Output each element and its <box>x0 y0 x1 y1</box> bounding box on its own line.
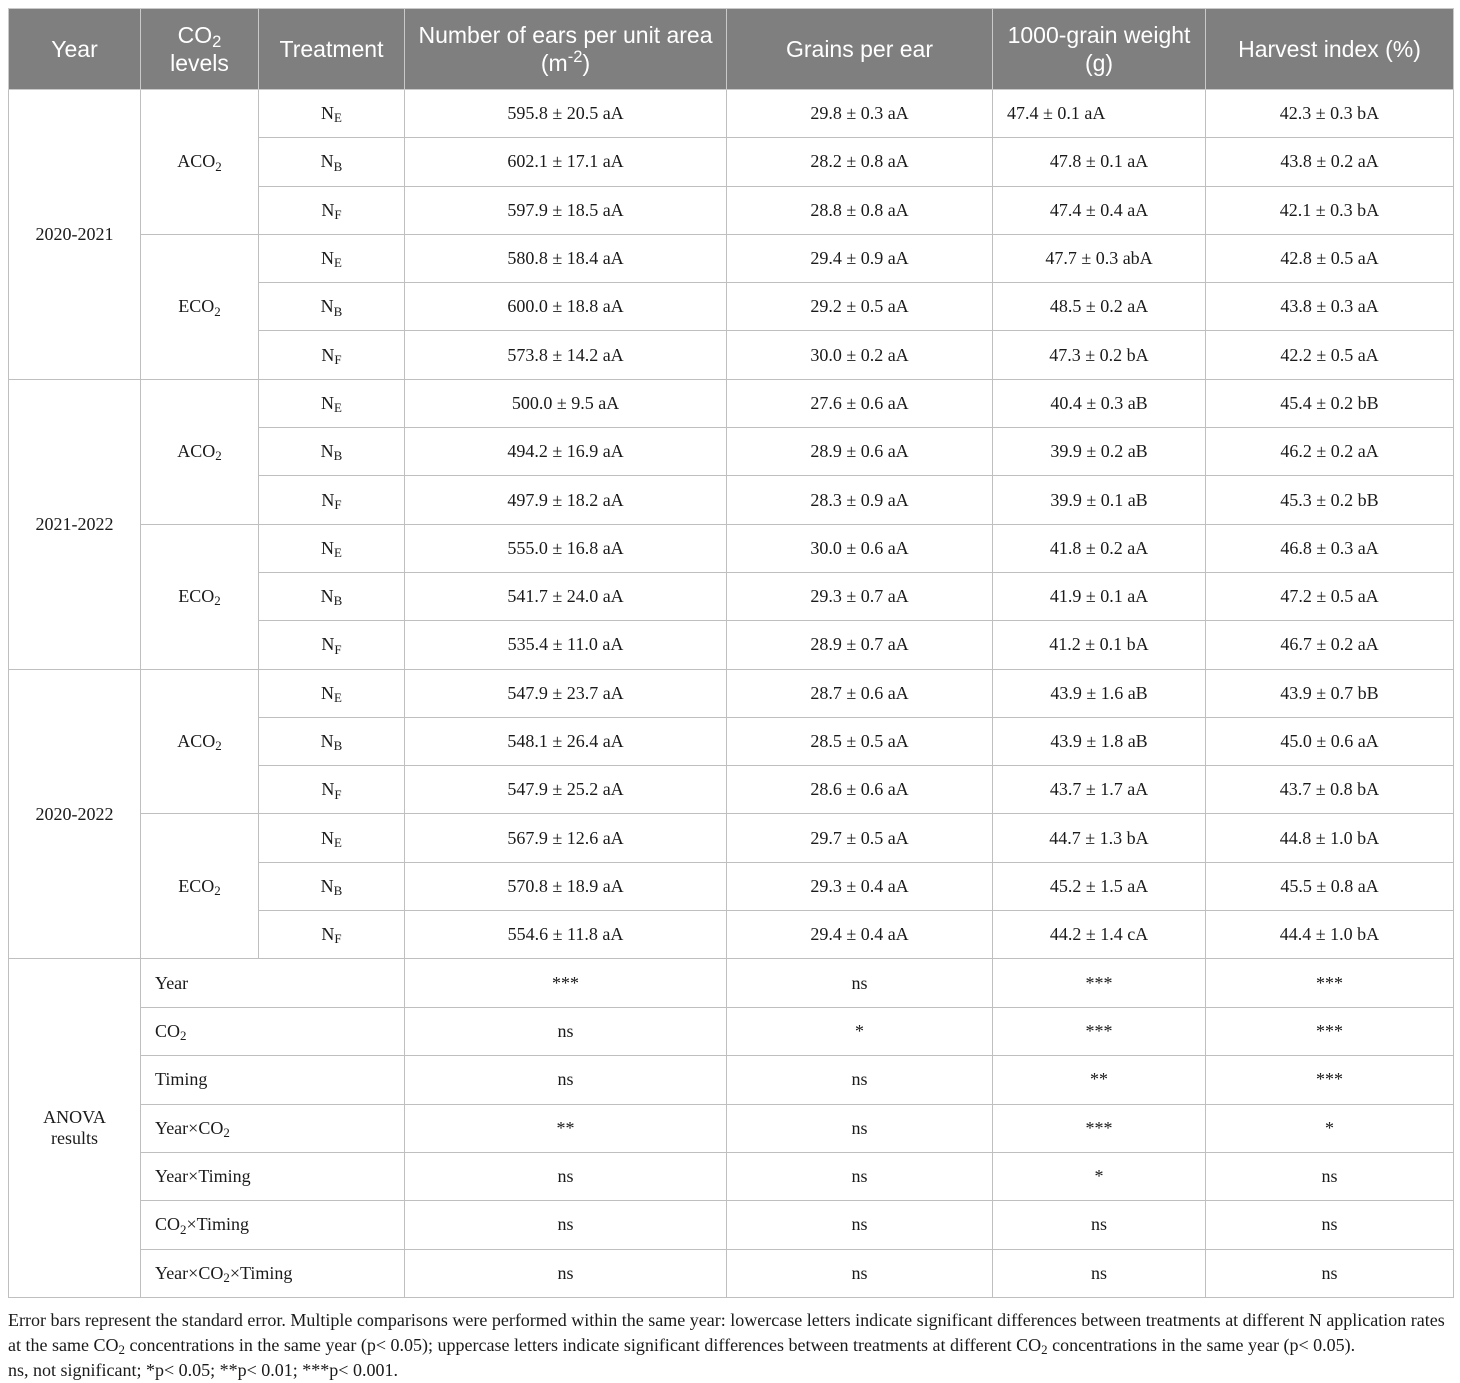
anova-row <box>9 1056 1454 1104</box>
anova-ears-cell: *** <box>405 959 727 1007</box>
anova-grains-cell: ns <box>727 1249 993 1297</box>
anova-kgw-cell: *** <box>993 1007 1206 1055</box>
table-row <box>9 234 1454 282</box>
treatment-subscript: B <box>333 593 343 609</box>
anova-factor-subscript: 2 <box>180 1028 187 1044</box>
treatment-subscript: E <box>334 834 342 850</box>
year-label: 2020-2022 <box>35 803 114 824</box>
co2-level-label: ACO <box>177 151 216 172</box>
co2-level-subscript: 2 <box>214 593 221 609</box>
anova-grains-cell: * <box>727 1007 993 1055</box>
grains-cell: 29.4 ± 0.4 aA <box>727 911 993 959</box>
anova-factor-cell <box>141 1201 405 1249</box>
anova-factor-cell <box>141 1104 405 1152</box>
ears-cell: 573.8 ± 14.2 aA <box>405 331 727 379</box>
grains-cell: 28.5 ± 0.5 aA <box>727 717 993 765</box>
treatment-cell <box>259 379 405 427</box>
table-row <box>9 814 1454 862</box>
co2-level-cell <box>141 524 259 669</box>
harvest-index-cell: 46.7 ± 0.2 aA <box>1206 621 1454 669</box>
grains-cell: 28.7 ± 0.6 aA <box>727 669 993 717</box>
ears-cell: 497.9 ± 18.2 aA <box>405 476 727 524</box>
treatment-subscript: F <box>334 931 342 947</box>
kgw-cell: 47.4 ± 0.4 aA <box>993 186 1206 234</box>
treatment-subscript: E <box>334 545 342 561</box>
kgw-cell: 40.4 ± 0.3 aB <box>993 379 1206 427</box>
anova-row <box>9 1152 1454 1200</box>
harvest-index-cell: 43.7 ± 0.8 bA <box>1206 766 1454 814</box>
ears-cell: 602.1 ± 17.1 aA <box>405 138 727 186</box>
treatment-label: N <box>320 296 334 317</box>
treatment-subscript: B <box>333 448 343 464</box>
treatment-cell <box>259 669 405 717</box>
treatment-label: N <box>320 731 334 751</box>
anova-factor-label: CO <box>155 1214 181 1235</box>
treatment-label: N <box>321 634 335 655</box>
anova-grains-cell: ns <box>727 959 993 1007</box>
anova-row <box>9 1007 1454 1055</box>
harvest-index-cell: 46.8 ± 0.3 aA <box>1206 524 1454 572</box>
ears-cell: 595.8 ± 20.5 aA <box>405 90 727 138</box>
table-container <box>8 8 1453 1383</box>
co2-level-label: ECO <box>178 296 215 317</box>
co2-level-cell <box>141 379 259 524</box>
treatment-cell <box>259 90 405 138</box>
table-row <box>9 524 1454 572</box>
co2-level-label: ECO <box>178 586 215 607</box>
treatment-subscript: E <box>334 110 342 126</box>
harvest-index-cell: 43.9 ± 0.7 bB <box>1206 669 1454 717</box>
kgw-cell: 47.7 ± 0.3 abA <box>993 234 1206 282</box>
anova-grains-cell: ns <box>727 1152 993 1200</box>
grains-cell: 28.8 ± 0.8 aA <box>727 186 993 234</box>
grains-cell: 29.2 ± 0.5 aA <box>727 283 993 331</box>
treatment-label: N <box>321 489 335 510</box>
treatment-cell <box>259 234 405 282</box>
treatment-cell <box>259 476 405 524</box>
ears-cell: 500.0 ± 9.5 aA <box>405 379 727 427</box>
kgw-cell: 43.9 ± 1.8 aB <box>993 717 1206 765</box>
anova-harvest-index-cell: ns <box>1206 1152 1454 1200</box>
treatment-label: N <box>320 875 334 896</box>
anova-harvest-index-cell: *** <box>1206 959 1454 1007</box>
treatment-subscript: F <box>334 496 342 512</box>
grains-cell: 29.4 ± 0.9 aA <box>727 234 993 282</box>
harvest-index-cell: 44.8 ± 1.0 bA <box>1206 814 1454 862</box>
anova-ears-cell: ns <box>405 1152 727 1200</box>
treatment-subscript: F <box>334 351 342 367</box>
co2-level-subscript: 2 <box>214 883 221 899</box>
kgw-cell: 43.7 ± 1.7 aA <box>993 766 1206 814</box>
harvest-index-cell: 43.8 ± 0.3 aA <box>1206 283 1454 331</box>
grains-cell: 29.3 ± 0.7 aA <box>727 572 993 620</box>
anova-factor-subscript: 2 <box>180 1221 187 1237</box>
anova-kgw-cell: *** <box>993 959 1206 1007</box>
ears-cell: 547.9 ± 25.2 aA <box>405 766 727 814</box>
co2-level-cell <box>141 90 259 235</box>
kgw-cell: 39.9 ± 0.1 aB <box>993 476 1206 524</box>
treatment-label: N <box>321 924 335 945</box>
kgw-cell: 47.3 ± 0.2 bA <box>993 331 1206 379</box>
ears-cell: 554.6 ± 11.8 aA <box>405 911 727 959</box>
harvest-index-cell: 45.5 ± 0.8 aA <box>1206 862 1454 910</box>
treatment-cell <box>259 814 405 862</box>
year-label: 2020-2021 <box>35 224 114 245</box>
anova-kgw-cell: ns <box>993 1201 1206 1249</box>
co2-level-cell <box>141 669 259 814</box>
treatment-cell <box>259 572 405 620</box>
treatment-label: N <box>320 586 334 607</box>
header-harvest-index: Harvest index (%) <box>1206 9 1454 90</box>
grains-cell: 29.7 ± 0.5 aA <box>727 814 993 862</box>
kgw-cell: 41.9 ± 0.1 aA <box>993 572 1206 620</box>
anova-harvest-index-cell: ns <box>1206 1249 1454 1297</box>
kgw-cell: 43.9 ± 1.6 aB <box>993 669 1206 717</box>
treatment-cell <box>259 138 405 186</box>
treatment-subscript: E <box>334 255 342 271</box>
ears-cell: 567.9 ± 12.6 aA <box>405 814 727 862</box>
grains-cell: 30.0 ± 0.6 aA <box>727 524 993 572</box>
harvest-index-cell: 45.0 ± 0.6 aA <box>1206 717 1454 765</box>
treatment-subscript: B <box>333 738 343 754</box>
treatment-label: N <box>321 103 335 124</box>
harvest-index-cell: 42.1 ± 0.3 bA <box>1206 186 1454 234</box>
treatment-cell <box>259 283 405 331</box>
kgw-cell: 41.8 ± 0.2 aA <box>993 524 1206 572</box>
anova-factor-suffix: ×Timing <box>229 1262 293 1283</box>
anova-factor-label: Year×CO <box>155 1262 224 1283</box>
year-cell <box>9 90 141 380</box>
kgw-cell: 41.2 ± 0.1 bA <box>993 621 1206 669</box>
anova-row <box>9 1249 1454 1297</box>
header-year: Year <box>9 9 141 90</box>
treatment-subscript: B <box>333 883 343 899</box>
treatment-cell <box>259 717 405 765</box>
treatment-label: N <box>320 151 334 172</box>
header-row <box>9 9 1454 90</box>
anova-kgw-cell: * <box>993 1152 1206 1200</box>
anova-ears-cell: ns <box>405 1056 727 1104</box>
grains-cell: 28.9 ± 0.7 aA <box>727 621 993 669</box>
table-body <box>9 90 1454 1298</box>
treatment-label: N <box>321 199 335 220</box>
data-table <box>8 8 1454 1298</box>
anova-factor-label: CO <box>155 1020 181 1041</box>
treatment-label: N <box>321 392 335 413</box>
table-row <box>9 90 1454 138</box>
grains-cell: 28.6 ± 0.6 aA <box>727 766 993 814</box>
treatment-label: N <box>321 248 335 269</box>
treatment-label: N <box>321 682 335 703</box>
anova-label-line2: results <box>51 1128 98 1149</box>
anova-label-line1: ANOVA <box>43 1107 106 1128</box>
header-treatment: Treatment <box>259 9 405 90</box>
ears-cell: 570.8 ± 18.9 aA <box>405 862 727 910</box>
ears-cell: 494.2 ± 16.9 aA <box>405 428 727 476</box>
kgw-cell: 39.9 ± 0.2 aB <box>993 428 1206 476</box>
kgw-cell: 44.2 ± 1.4 cA <box>993 911 1206 959</box>
harvest-index-cell: 46.2 ± 0.2 aA <box>1206 428 1454 476</box>
anova-harvest-index-cell: *** <box>1206 1056 1454 1104</box>
treatment-label: N <box>321 537 335 558</box>
anova-factor-suffix: ×Timing <box>186 1214 250 1235</box>
year-cell <box>9 669 141 959</box>
anova-harvest-index-cell: ns <box>1206 1201 1454 1249</box>
anova-factor-label: Year <box>155 972 189 993</box>
harvest-index-cell: 43.8 ± 0.2 aA <box>1206 138 1454 186</box>
header-ears: Number of ears per unit area $(m^{-2})$ <box>405 9 727 90</box>
treatment-cell <box>259 428 405 476</box>
anova-ears-cell: ns <box>405 1249 727 1297</box>
table-row <box>9 379 1454 427</box>
anova-factor-cell <box>141 1152 405 1200</box>
harvest-index-cell: 42.2 ± 0.5 aA <box>1206 331 1454 379</box>
co2-level-subscript: 2 <box>215 448 222 464</box>
grains-cell: 30.0 ± 0.2 aA <box>727 331 993 379</box>
anova-factor-cell <box>141 1056 405 1104</box>
anova-factor-cell <box>141 1249 405 1297</box>
anova-factor-subscript: 2 <box>223 1124 230 1140</box>
treatment-subscript: F <box>334 641 342 657</box>
ears-cell: 547.9 ± 23.7 aA <box>405 669 727 717</box>
anova-kgw-cell: *** <box>993 1104 1206 1152</box>
anova-ears-cell: ns <box>405 1201 727 1249</box>
treatment-subscript: B <box>333 303 343 319</box>
anova-ears-cell: ** <box>405 1104 727 1152</box>
treatment-subscript: E <box>334 689 342 705</box>
ears-cell: 600.0 ± 18.8 aA <box>405 283 727 331</box>
anova-ears-cell: ns <box>405 1007 727 1055</box>
ears-cell: 535.4 ± 11.0 aA <box>405 621 727 669</box>
ears-cell: 541.7 ± 24.0 aA <box>405 572 727 620</box>
treatment-label: N <box>320 441 334 462</box>
table-row <box>9 669 1454 717</box>
anova-factor-label: Year×CO <box>155 1117 224 1138</box>
anova-kgw-cell: ns <box>993 1249 1206 1297</box>
harvest-index-cell: 42.3 ± 0.3 bA <box>1206 90 1454 138</box>
grains-cell: 28.9 ± 0.6 aA <box>727 428 993 476</box>
anova-factor-subscript: 2 <box>223 1270 230 1286</box>
anova-grains-cell: ns <box>727 1201 993 1249</box>
kgw-cell: 44.7 ± 1.3 bA <box>993 814 1206 862</box>
year-cell <box>9 379 141 669</box>
ears-cell: 548.1 ± 26.4 aA <box>405 717 727 765</box>
ears-cell: 555.0 ± 16.8 aA <box>405 524 727 572</box>
treatment-cell <box>259 621 405 669</box>
anova-grains-cell: ns <box>727 1056 993 1104</box>
treatment-cell <box>259 911 405 959</box>
anova-factor-label: Year×Timing <box>155 1166 251 1187</box>
grains-cell: 28.2 ± 0.8 aA <box>727 138 993 186</box>
anova-row <box>9 959 1454 1007</box>
treatment-cell <box>259 186 405 234</box>
harvest-index-cell: 44.4 ± 1.0 bA <box>1206 911 1454 959</box>
treatment-subscript: F <box>334 206 342 222</box>
treatment-label: N <box>321 827 335 848</box>
grains-cell: 29.3 ± 0.4 aA <box>727 862 993 910</box>
kgw-cell: 45.2 ± 1.5 aA <box>993 862 1206 910</box>
header-kgw: 1000-grain weight (g) <box>993 9 1206 90</box>
ears-cell: 597.9 ± 18.5 aA <box>405 186 727 234</box>
ears-cell: 580.8 ± 18.4 aA <box>405 234 727 282</box>
anova-factor-cell <box>141 1007 405 1055</box>
treatment-label: N <box>321 779 335 800</box>
co2-level-subscript: 2 <box>214 303 221 319</box>
grains-cell: 28.3 ± 0.9 aA <box>727 476 993 524</box>
anova-kgw-cell: ** <box>993 1056 1206 1104</box>
anova-harvest-index-cell: * <box>1206 1104 1454 1152</box>
treatment-subscript: F <box>334 786 342 802</box>
anova-row <box>9 1104 1454 1152</box>
treatment-cell <box>259 524 405 572</box>
grains-cell: 27.6 ± 0.6 aA <box>727 379 993 427</box>
anova-factor-label: Timing <box>155 1069 208 1090</box>
treatment-cell <box>259 766 405 814</box>
header-co2-levels: $CO_2$ levels <box>141 9 259 90</box>
footnote: Error bars represent the standard error. Multiple comparisons were performed within the same year: lowercase letters indicate significant differences between treatments at different N application rates at the same $CO_2$ concentrations in the same year (p< 0.05); uppercase letters indicate significant differences between treatments at different $CO_2$ concentrations in the same year (p< 0.05). ns, not significant; *p< 0.05; **p< 0.01; ***p< 0.001. <box>8 1310 1445 1381</box>
grains-cell: 29.8 ± 0.3 aA <box>727 90 993 138</box>
treatment-cell <box>259 862 405 910</box>
co2-level-label: ACO <box>177 441 216 462</box>
kgw-cell: 47.8 ± 0.1 aA <box>993 138 1206 186</box>
treatment-subscript: E <box>334 400 342 416</box>
anova-label-cell <box>9 959 141 1298</box>
harvest-index-cell: 47.2 ± 0.5 aA <box>1206 572 1454 620</box>
year-label: 2021-2022 <box>35 514 114 535</box>
harvest-index-cell: 42.8 ± 0.5 aA <box>1206 234 1454 282</box>
co2-level-subscript: 2 <box>215 738 222 754</box>
co2-level-cell <box>141 234 259 379</box>
anova-harvest-index-cell: *** <box>1206 1007 1454 1055</box>
kgw-cell: 48.5 ± 0.2 aA <box>993 283 1206 331</box>
treatment-cell <box>259 331 405 379</box>
anova-grains-cell: ns <box>727 1104 993 1152</box>
co2-level-label: ACO <box>177 731 216 751</box>
harvest-index-cell: 45.3 ± 0.2 bB <box>1206 476 1454 524</box>
harvest-index-cell: 45.4 ± 0.2 bB <box>1206 379 1454 427</box>
header-grains: Grains per ear <box>727 9 993 90</box>
anova-row <box>9 1201 1454 1249</box>
treatment-subscript: B <box>333 158 343 174</box>
co2-level-subscript: 2 <box>215 158 222 174</box>
kgw-cell: 47.4 ± 0.1 aA <box>993 90 1206 138</box>
anova-factor-cell <box>141 959 405 1007</box>
co2-level-cell <box>141 814 259 959</box>
co2-level-label: ECO <box>178 875 215 896</box>
treatment-label: N <box>321 344 335 365</box>
